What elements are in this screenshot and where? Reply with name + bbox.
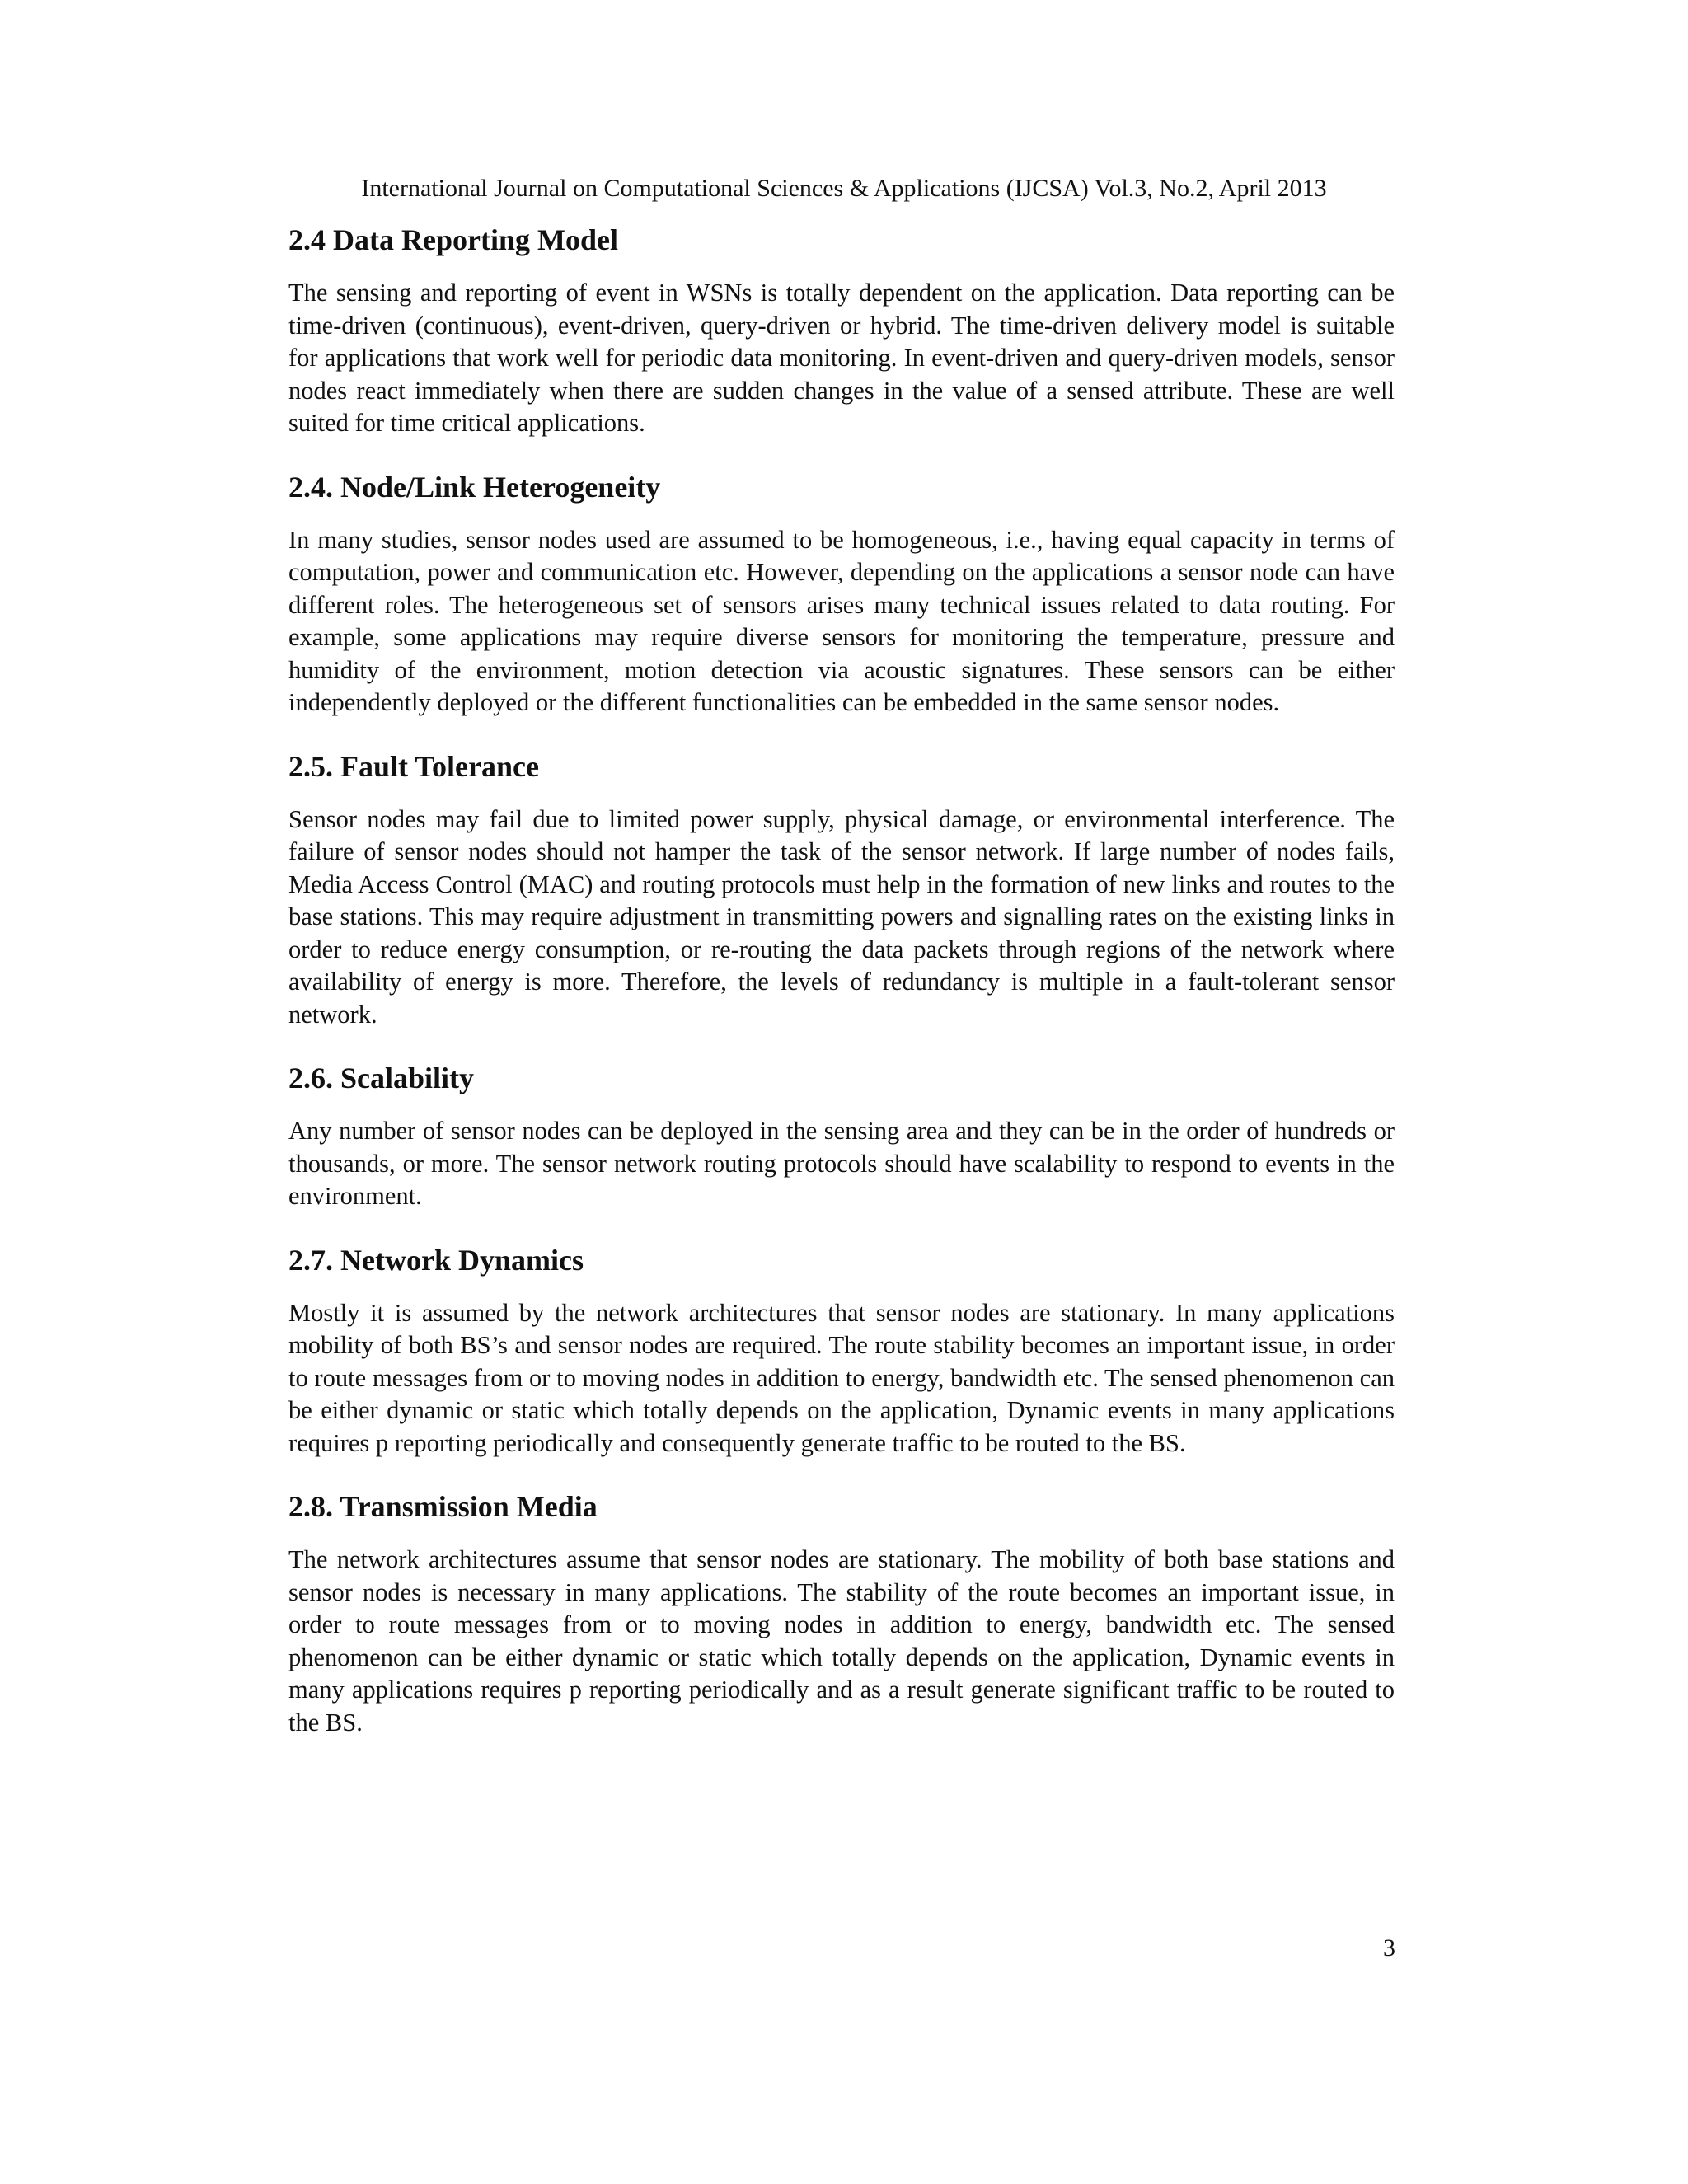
section-transmission-media bbox=[288, 1488, 1395, 1739]
section-heading: 2.4 Data Reporting Model bbox=[288, 223, 618, 256]
section-heading: 2.4. Node/Link Heterogeneity bbox=[288, 470, 661, 504]
section-scalability bbox=[288, 1059, 1395, 1213]
section-network-dynamics bbox=[288, 1241, 1395, 1460]
section-paragraph: Sensor nodes may fail due to limited power supply, physical damage, or environmental interference. The failure of sensor nodes should not hamper the task of the sensor network. If large number of nodes fails, Media Access Control (MAC) and routing protocols must help in the formation of new links and routes to the base stations. This may require adjustment in transmitting powers and signalling rates on the existing links in order to reduce energy consumption, or re-routing the data packets through regions of the network where availability of energy is more. Therefore, the levels of redundancy is multiple in a fault-tolerant sensor network. bbox=[288, 804, 1395, 1029]
section-node-link-heterogeneity bbox=[288, 468, 1395, 719]
section-heading: 2.5. Fault Tolerance bbox=[288, 749, 539, 783]
page-number: 3 bbox=[1383, 1934, 1395, 1961]
section-fault-tolerance bbox=[288, 748, 1395, 1032]
article-body bbox=[288, 221, 1395, 1739]
section-data-reporting-model bbox=[288, 221, 1395, 440]
section-paragraph: Any number of sensor nodes can be deployed in the sensing area and they can be in the order of hundreds or thousands, or more. The sensor network routing protocols should have scalability to respond to events in the environment. bbox=[288, 1117, 1395, 1210]
section-paragraph: The network architectures assume that sensor nodes are stationary. The mobility of both base stations and sensor nodes is necessary in many applications. The stability of the route becomes an important issue, in order to route messages from or to moving nodes in addition to energy, bandwidth etc. The sensed phenomenon can be either dynamic or static which totally depends on the application, Dynamic events in many applications requires p reporting periodically and as a result generate significant traffic to be routed to the BS. bbox=[288, 1545, 1395, 1736]
section-paragraph: Mostly it is assumed by the network architectures that sensor nodes are stationary. In many applications mobility of both BS’s and sensor nodes are required. The route stability becomes an important issue, in order to route messages from or to moving nodes in addition to energy, bandwidth etc. The sensed phenomenon can be either dynamic or static which totally depends on the application, Dynamic events in many applications requires p reporting periodically and consequently generate traffic to be routed to the BS. bbox=[288, 1298, 1395, 1457]
section-paragraph: In many studies, sensor nodes used are assumed to be homogeneous, i.e., having equal capacity in terms of computation, power and communication etc. However, depending on the applications a sensor node can have different roles. The heterogeneous set of sensors arises many technical issues related to data routing. For example, some applications may require diverse sensors for monitoring the temperature, pressure and humidity of the environment, motion detection via acoustic signatures. These sensors can be either independently deployed or the different functionalities can be embedded in the same sensor nodes. bbox=[288, 525, 1395, 716]
section-heading: 2.6. Scalability bbox=[288, 1062, 475, 1094]
section-heading: 2.7. Network Dynamics bbox=[288, 1243, 584, 1277]
running-header: International Journal on Computational Sciences & Applications (IJCSA) Vol.3, No.2, April 2013 bbox=[361, 175, 1327, 202]
section-heading: 2.8. Transmission Media bbox=[288, 1490, 598, 1523]
section-paragraph: The sensing and reporting of event in WSNs is totally dependent on the application. Data reporting can be time-driven (continuous), event-driven, query-driven or hybrid. The time-driven delivery model is suitable for applications that work well for periodic data monitoring. In event-driven and query-driven models, sensor nodes react immediately when there are sudden changes in the value of a sensed attribute. These are well suited for time critical applications. bbox=[288, 279, 1395, 437]
